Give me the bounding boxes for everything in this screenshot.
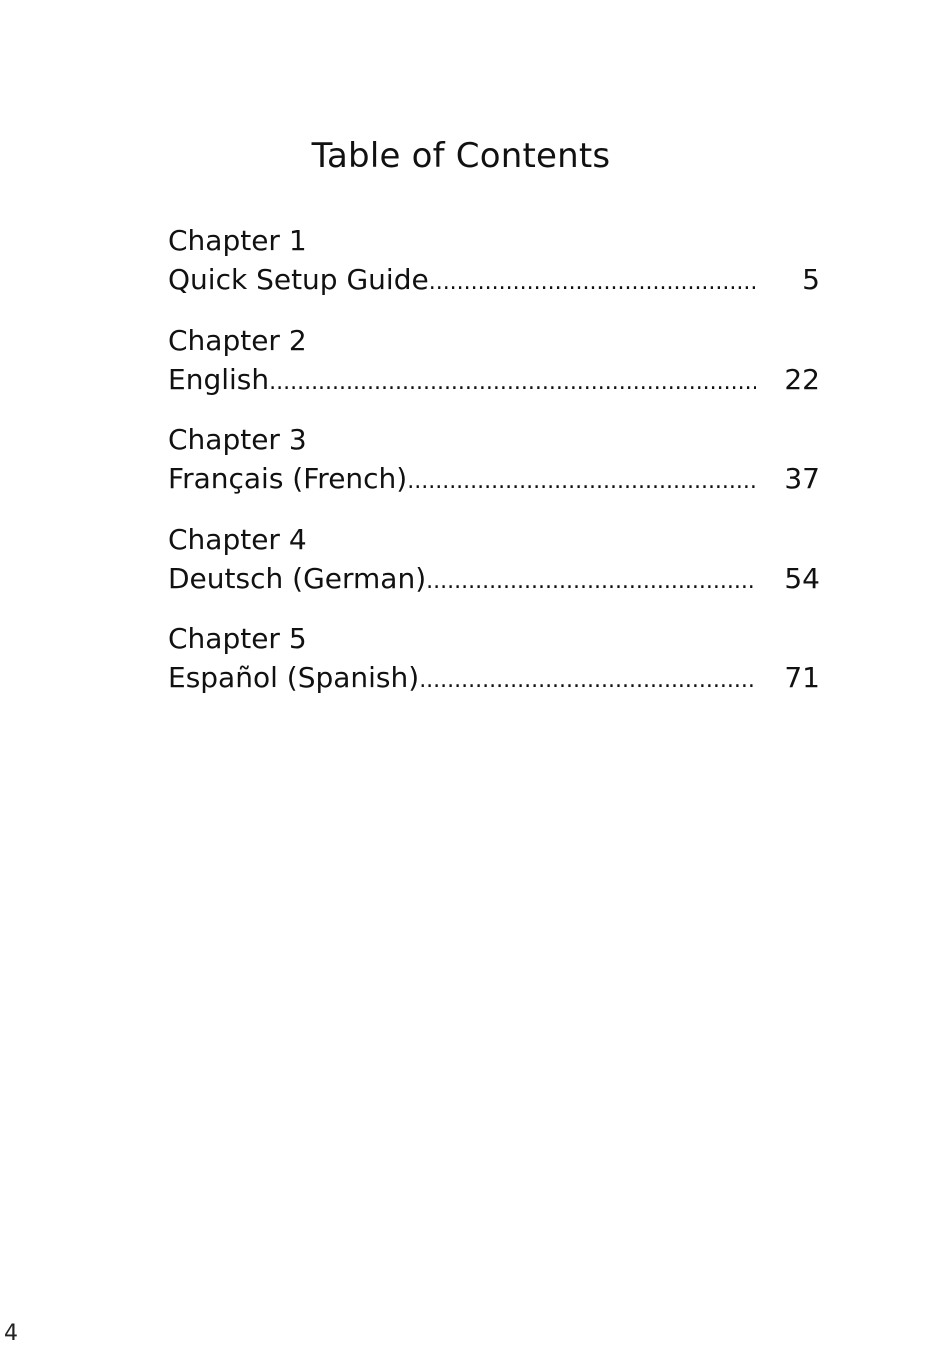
- dot-leader: [429, 264, 756, 302]
- dot-leader: [419, 662, 756, 700]
- toc-entry-line: [168, 560, 820, 598]
- toc-entry-line: [168, 659, 820, 697]
- chapter-label: Chapter 5: [168, 622, 307, 655]
- toc-entry-line: [168, 261, 820, 299]
- page-number: 71: [784, 661, 820, 694]
- chapter-title: Deutsch (German): [168, 561, 427, 595]
- dot-leader: [426, 563, 756, 601]
- toc-entry-line: [168, 460, 820, 498]
- page-number: 37: [784, 462, 820, 495]
- toc-entry: [168, 421, 820, 521]
- chapter-label: Chapter 1: [168, 224, 307, 257]
- toc-entry-line: [168, 361, 820, 399]
- chapter-title: English: [168, 362, 270, 396]
- chapter-title: Quick Setup Guide: [168, 263, 429, 296]
- page-number: 54: [784, 561, 820, 595]
- toc-entry: [168, 322, 820, 422]
- chapter-title: Français (French): [168, 462, 408, 495]
- page-number: 5: [802, 263, 820, 296]
- dot-leader: [407, 463, 756, 501]
- chapter-label: Chapter 3: [168, 423, 307, 456]
- chapter-label: Chapter 2: [168, 323, 307, 357]
- toc-entry: [168, 620, 820, 720]
- dot-leader: [269, 364, 756, 402]
- toc-entry: [168, 521, 820, 621]
- chapter-label: Chapter 4: [168, 522, 307, 556]
- toc-list: [168, 222, 820, 720]
- toc-entry: [168, 222, 820, 322]
- chapter-title: Español (Spanish): [168, 661, 420, 694]
- page-number: 22: [784, 362, 820, 396]
- page-title: Table of Contents: [311, 136, 611, 176]
- page-folio: 4: [4, 1321, 18, 1346]
